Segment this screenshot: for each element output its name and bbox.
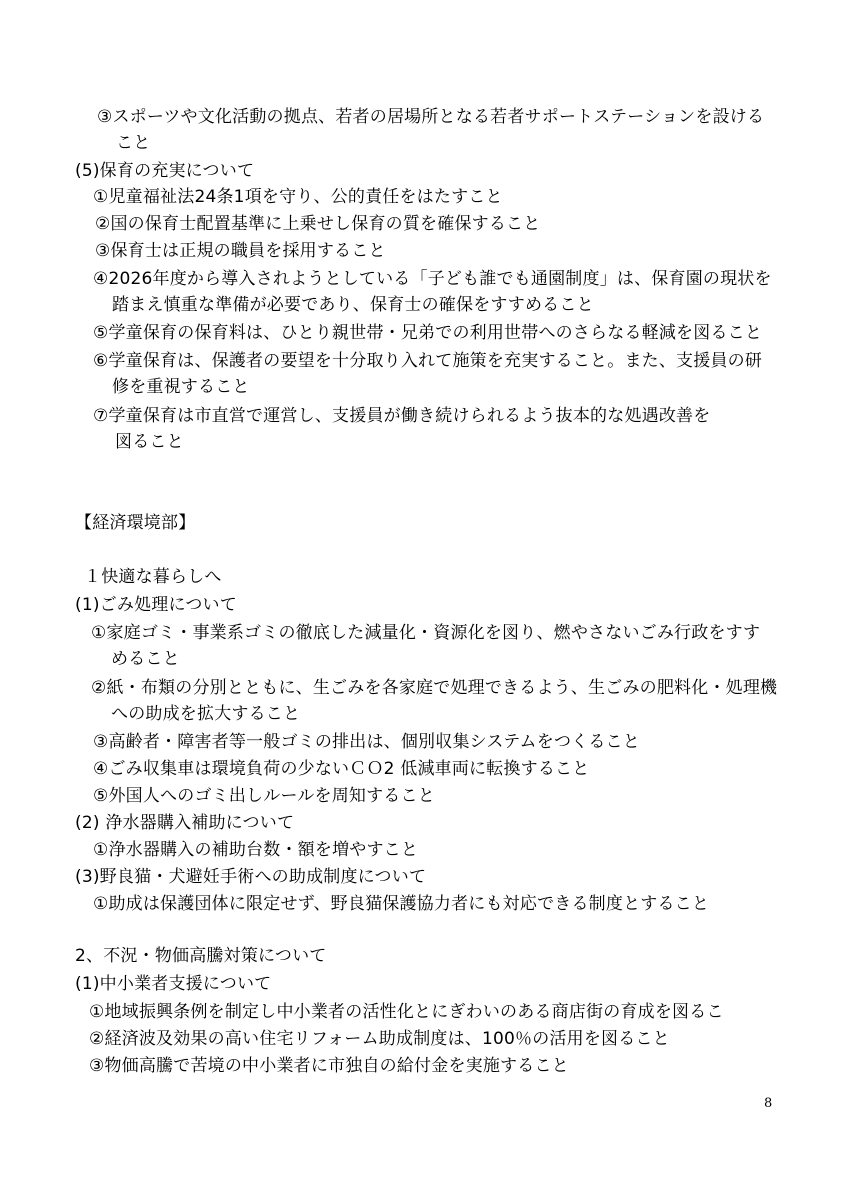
list-item: ①助成は保護団体に限定せず、野良猫保護協力者にも対応できる制度とすること (93, 894, 710, 914)
list-item: ①家庭ゴミ・事業系ゴミの徹底した減量化・資源化を図り、燃やさないごみ行政をすす (91, 623, 761, 643)
section-heading: (2) 浄水器購入補助について (75, 813, 295, 833)
list-item: ①浄水器購入の補助台数・額を増やすこと (93, 840, 419, 860)
list-item: ③物価高騰で苦境の中小業者に市独自の給付金を実施すること (89, 1056, 569, 1076)
section-heading: (3)野良猫・犬避妊手術への助成制度について (75, 867, 427, 887)
list-item: ①児童福祉法24条1項を守り、公的責任をはたすこと (93, 187, 503, 207)
section-heading: (1)中小業者支援について (75, 974, 272, 994)
list-item: ②国の保育士配置基準に上乗せし保育の質を確保すること (95, 214, 541, 234)
list-item: ②経済波及効果の高い住宅リフォーム助成制度は、100％の活用を図ること (89, 1029, 670, 1049)
page-number: 8 (764, 1096, 773, 1111)
list-item: ⑦学童保育は市直営で運営し、支援員が働き続けられるよう抜本的な処遇改善を (93, 406, 711, 426)
list-item: ①地域振興条例を制定し中小業者の活性化とにぎわいのある商店街の育成を図るこ (89, 1002, 724, 1022)
section-heading: １快適な暮らしへ (84, 567, 222, 587)
list-item: ⑤学童保育の保育料は、ひとり親世帯・兄弟での利用世帯へのさらなる軽減を図ること (93, 323, 763, 343)
list-item: ⑤外国人へのゴミ出しルールを周知すること (93, 786, 435, 806)
section-heading: (1)ごみ処理について (75, 595, 237, 615)
department-heading: 【経済環境部】 (75, 513, 196, 533)
text-line: めること (111, 649, 180, 669)
section-heading: 2、不況・物価高騰対策について (75, 946, 327, 966)
text-line: 踏まえ慎重な準備が必要であり、保育士の確保をすすめること (112, 295, 594, 315)
list-item: ③保育士は正規の職員を採用すること (95, 241, 386, 261)
list-item: ③高齢者・障害者等一般ゴミの排出は、個別収集システムをつくること (93, 732, 640, 752)
text-line: ③スポーツや文化活動の拠点、若者の居場所となる若者サポートステーションを設ける (97, 107, 765, 127)
text-line: 図ること (115, 432, 184, 452)
list-item: ④2026年度から導入されようとしている「子ども誰でも通園制度」は、保育園の現状を (93, 269, 772, 289)
list-item: ⑥学童保育は、保護者の要望を十分取り入れて施策を充実すること。また、支援員の研 (93, 351, 763, 371)
text-line: 修を重視すること (112, 377, 250, 397)
section-heading: (5)保育の充実について (75, 161, 255, 181)
list-item: ④ごみ収集車は環境負荷の少ないＣＯ2 低減車両に転換すること (93, 759, 590, 779)
text-line: への助成を拡大すること (111, 704, 301, 724)
text-line: こと (116, 133, 151, 153)
list-item: ②紙・布類の分別とともに、生ごみを各家庭で処理できるよう、生ごみの肥料化・処理機 (91, 678, 778, 698)
